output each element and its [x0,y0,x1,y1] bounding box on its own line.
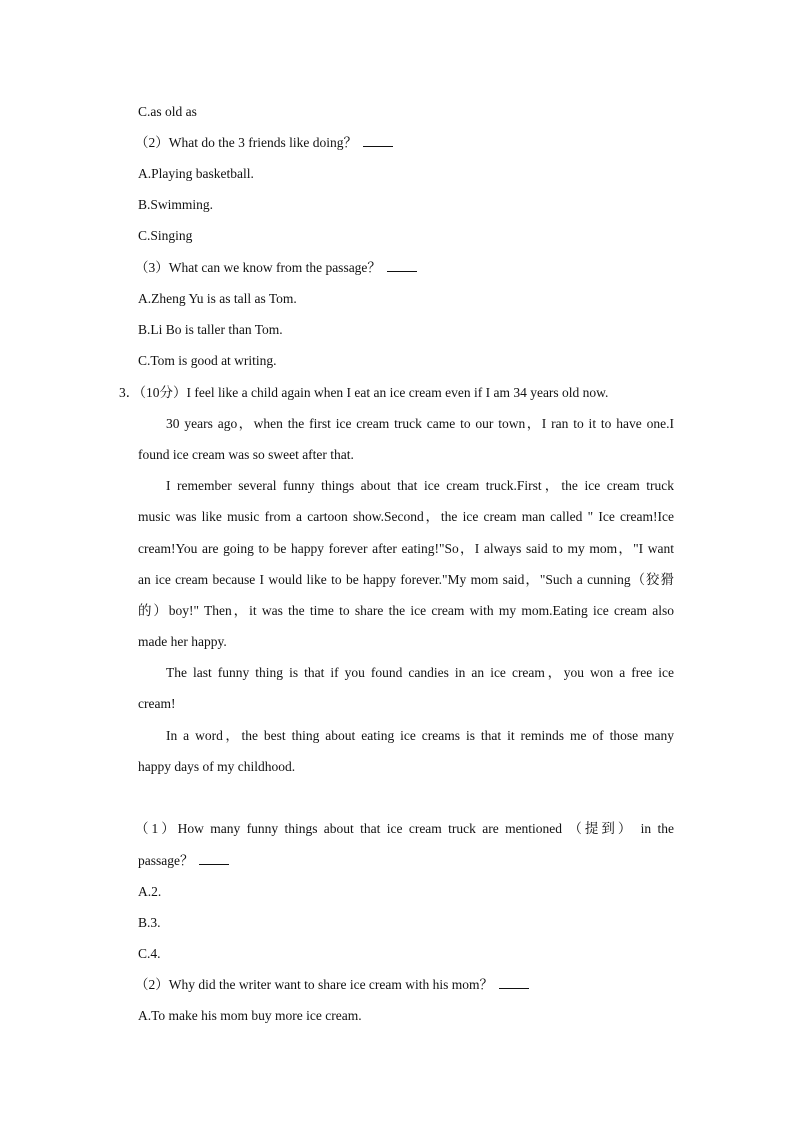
passage-first-line: I feel like a child again when I eat an ice cream even if I am 34 years old now. [186,385,609,400]
option-b: B.3. [138,915,161,930]
passage-line: music was like music from a cartoon show.Second，the ice cream man called " Ice cream!Ice [138,509,674,524]
passage-line: 的）boy!" Then，it was the time to share the ice cream with my mom.Eating ice cream also [138,603,674,618]
option-a: A.To make his mom buy more ice cream. [138,1008,362,1023]
answer-blank[interactable] [499,976,529,989]
passage-line: cream! [138,696,176,711]
passage-line: made her happy. [138,634,227,649]
question-number: 3． [119,385,140,400]
question-header [119,384,608,402]
option-a: A.Playing basketball. [138,166,254,181]
option-c: C.as old as [138,104,197,119]
passage-line: The last funny thing is that if you found candies in an ice cream，you won a free ice [166,665,674,680]
answer-blank[interactable] [387,259,417,272]
option-c: C.4. [138,946,161,961]
passage-line: an ice cream because I would like to be happy forever."My mom said，"Such a cunning（狡猾 [138,572,674,587]
option-a: A.Zheng Yu is as tall as Tom. [138,291,297,306]
passage-line: found ice cream was so sweet after that. [138,447,354,462]
passage-line: cream!You are going to be happy forever after eating!"So，I always said to my mom，"I want [138,541,674,556]
option-a: A.2. [138,884,162,899]
option-c: C.Singing [138,228,193,243]
passage-line: I remember several funny things about that ice cream truck.First，the ice cream truck [166,478,674,493]
question-stem: （3）What can we know from the passage？ [135,259,417,277]
question-score: （10分） [139,385,187,400]
question-stem: （2）What do the 3 friends like doing？ [135,134,393,152]
passage-line: 30 years ago，when the first ice cream truck came to our town，I ran to it to have one.I [166,416,674,431]
option-c: C.Tom is good at writing. [138,353,277,368]
passage-line: happy days of my childhood. [138,759,296,774]
option-b: B.Li Bo is taller than Tom. [138,322,283,337]
passage-line: In a word，the best thing about eating ice creams is that it reminds me of those many [166,728,674,743]
question-stem: （2）Why did the writer want to share ice cream with his mom？ [135,976,529,994]
option-b: B.Swimming. [138,197,214,212]
answer-blank[interactable] [363,134,393,147]
answer-blank[interactable] [199,852,229,865]
question-stem: passage？ [138,852,229,870]
question-stem: （1）How many funny things about that ice cream truck are mentioned （提到） in the [135,821,674,836]
